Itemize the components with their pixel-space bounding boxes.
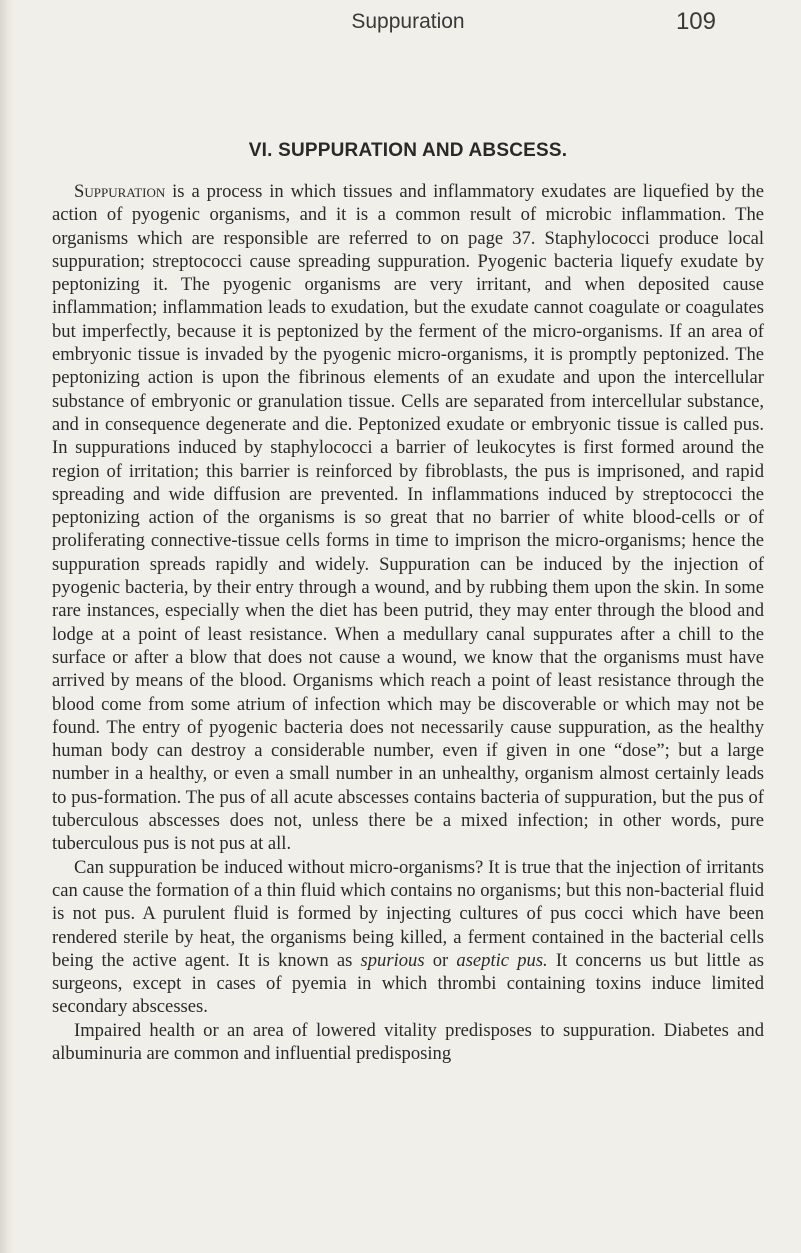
paragraph-2-connector: or: [424, 949, 457, 971]
running-title: Suppuration: [351, 10, 465, 33]
italic-term-aseptic-pus: aseptic pus.: [456, 949, 548, 971]
paragraph-2: [52, 856, 764, 1019]
paragraph-lead-word: Suppuration: [74, 181, 166, 202]
page-edge-shadow: [0, 0, 14, 1253]
paragraph-1: [52, 180, 764, 856]
paragraph-3: [52, 1019, 764, 1066]
chapter-heading: VI. SUPPURATION AND ABSCESS.: [248, 140, 568, 161]
page-number: 109: [675, 8, 716, 35]
body-text: [52, 180, 764, 1065]
italic-term-spurious: spurious: [360, 949, 425, 971]
paragraph-2-text-end: It concerns us but little as surgeons, except in cases of pyemia in which thrombi containing toxins induce limited secondary abscesses.: [52, 949, 764, 1018]
paragraph-3-text: Impaired health or an area of lowered vitality predisposes to suppuration. Diabetes and albuminuria are common and influential predisposing: [52, 1019, 764, 1064]
paragraph-1-text: is a process in which tissues and inflammatory exudates are liquefied by the action of pyogenic organisms, and it is a common result of microbic inflammation. The organisms which are responsible are referred to on page 37. Staphylococci produce local suppuration; streptococci cause spreading suppuration. Pyogenic bacteria liquefy exudate by peptonizing it. The pyogenic organisms are very irritant, and when deposited cause inflammation; inflammation leads to exudation, but the exudate cannot coagulate or coagulates but imperfectly, because it is peptonized by the ferment of the micro-organisms. If an area of embryonic tissue is invaded by the pyogenic micro-organisms, it is promptly peptonized. The peptonizing action is upon the fibrinous elements of an exudate and upon the intercellular substance of embryonic or granulation tissue. Cells are separated from intercellular substance, and in consequence degenerate and die. Peptonized exudate or embryonic tissue is called pus. In suppurations induced by staphylococci a barrier of leukocytes is first formed around the region of irritation; this barrier is reinforced by fibroblasts, the pus is imprisoned, and rapid spreading and wide diffusion are prevented. In inflammations induced by streptococci the peptonizing action of the organisms is so great that no barrier of white blood-cells or of proliferating connective-tissue cells forms in time to imprison the micro-organisms; hence the suppuration spreads rapidly and widely. Suppuration can be induced by the injection of pyogenic bacteria, by their entry through a wound, and by rubbing them upon the skin. In some rare instances, especially when the diet has been putrid, they may enter through the blood and lodge at a point of least resistance. When a medullary canal suppurates after a chill to the surface or after a blow that does not cause a wound, we know that the organisms must have arrived by means of the blood. Organisms which reach a point of least resistance through the blood come from some atrium of infection which may be discoverable or which may not be found. The entry of pyogenic bacteria does not necessarily cause suppuration, as the healthy human body can destroy a considerable number, even if given in one “dose”; but a large number in a healthy, or even a small number in an unhealthy, organism almost certainly leads to pus-formation. The pus of all acute abscesses contains bacteria of suppuration, but the pus of tuberculous abscesses does not, unless there be a mixed infection; in other words, pure tuberculous pus is not pus at all.: [52, 181, 764, 855]
paragraph-2-text-start: Can suppuration be induced without micro-organisms? It is true that the injection of irritants can cause the formation of a thin fluid which contains no organisms; but this non-bacterial fluid is not pus. A purulent fluid is formed by injecting cultures of pus cocci which have been rendered sterile by heat, the organisms being killed, a ferment contained in the bacterial cells being the active agent. It is known as: [52, 856, 764, 971]
running-head: [52, 6, 764, 46]
